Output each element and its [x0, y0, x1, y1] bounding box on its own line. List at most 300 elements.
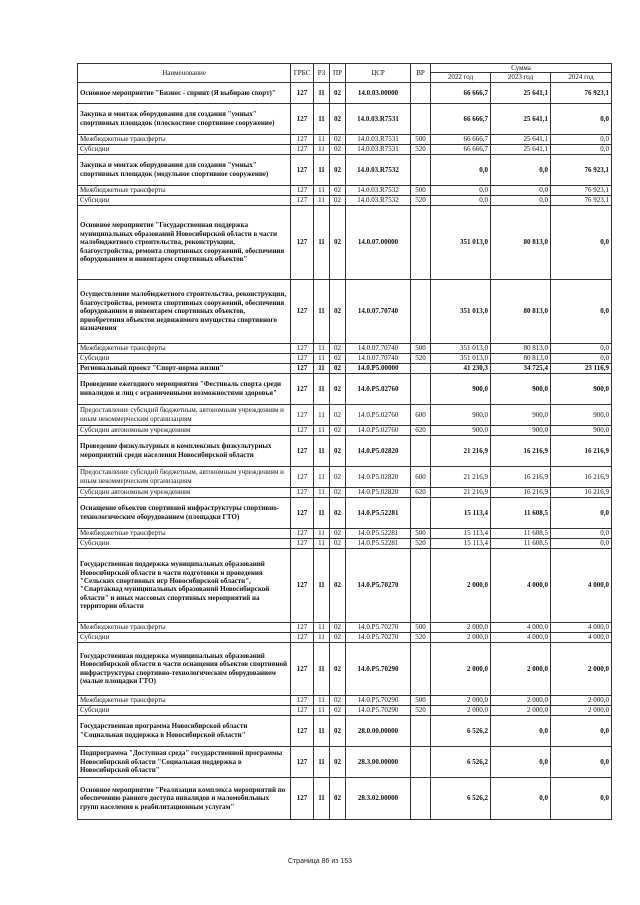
row-pr: 02: [330, 715, 346, 746]
table-row: [78, 185, 612, 195]
row-pr: 02: [330, 632, 346, 642]
row-vr: [411, 82, 431, 103]
row-csr: 14.0.P5.70290: [346, 695, 411, 705]
table-row: [78, 705, 612, 715]
header-pr: ПР: [330, 64, 346, 83]
row-csr: 14.0.03.R7532: [346, 185, 411, 195]
row-sum-2024: 0,0: [551, 497, 612, 528]
row-grbs: 127: [291, 195, 314, 205]
row-grbs: 127: [291, 497, 314, 528]
row-sum-2024: 0,0: [551, 528, 612, 538]
row-sum-2023: 11 608,5: [491, 528, 551, 538]
row-vr: 520: [411, 353, 431, 363]
row-sum-2023: 25 641,1: [491, 103, 551, 134]
row-csr: 14.0.07.00000: [346, 205, 411, 279]
table-row: [78, 404, 612, 425]
row-grbs: 127: [291, 632, 314, 642]
row-pr: 02: [330, 185, 346, 195]
row-rz: 11: [314, 185, 330, 195]
header-rz: РЗ: [314, 64, 330, 83]
row-vr: [411, 746, 431, 777]
row-grbs: 127: [291, 622, 314, 632]
row-vr: 620: [411, 487, 431, 497]
row-rz: 11: [314, 632, 330, 642]
row-vr: 500: [411, 622, 431, 632]
row-csr: 14.0.P5.00000: [346, 363, 411, 373]
row-rz: 11: [314, 466, 330, 487]
row-rz: 11: [314, 82, 330, 103]
row-pr: 02: [330, 134, 346, 144]
row-rz: 11: [314, 528, 330, 538]
row-csr: 14.0.03.R7531: [346, 144, 411, 154]
row-rz: 11: [314, 353, 330, 363]
row-name: Межбюджетные трансферты: [78, 185, 291, 195]
row-grbs: 127: [291, 642, 314, 695]
row-sum-2023: 900,0: [491, 404, 551, 425]
row-pr: 02: [330, 548, 346, 622]
header-name: Наименование: [78, 64, 291, 83]
row-sum-2024: 0,0: [551, 538, 612, 548]
row-sum-2024: 2 000,0: [551, 642, 612, 695]
row-rz: 11: [314, 538, 330, 548]
row-grbs: 127: [291, 343, 314, 353]
row-sum-2022: 2 000,0: [431, 548, 491, 622]
row-sum-2024: 0,0: [551, 715, 612, 746]
row-sum-2023: 0,0: [491, 777, 551, 819]
row-sum-2023: 16 216,9: [491, 466, 551, 487]
row-csr: 14.0.03.00000: [346, 82, 411, 103]
row-csr: 14.0.03.R7532: [346, 195, 411, 205]
row-rz: 11: [314, 279, 330, 343]
row-sum-2022: 21 216,9: [431, 435, 491, 466]
row-vr: [411, 363, 431, 373]
row-vr: [411, 154, 431, 185]
row-grbs: 127: [291, 205, 314, 279]
row-name: Основное мероприятие "Государственная поддержка муниципальных образований Новосибирской области в части малобюджетного строительства, реконструкции, благоустройства, ремонта спортивных сооружений, обеспечения оборудованием и инвентарем спортивных объектов": [78, 205, 291, 279]
row-rz: 11: [314, 746, 330, 777]
header-year-2023: 2023 год: [491, 73, 551, 82]
row-sum-2023: 25 641,1: [491, 144, 551, 154]
row-sum-2023: 4 000,0: [491, 622, 551, 632]
row-name: Субсидии: [78, 144, 291, 154]
row-sum-2024: 0,0: [551, 746, 612, 777]
table-row: [78, 695, 612, 705]
row-grbs: 127: [291, 279, 314, 343]
row-sum-2023: 0,0: [491, 715, 551, 746]
row-grbs: 127: [291, 777, 314, 819]
row-sum-2024: 4 000,0: [551, 622, 612, 632]
row-sum-2024: 2 000,0: [551, 705, 612, 715]
table-row: [78, 425, 612, 435]
row-rz: 11: [314, 404, 330, 425]
row-rz: 11: [314, 195, 330, 205]
table-row: [78, 82, 612, 103]
row-sum-2023: 2 000,0: [491, 705, 551, 715]
row-rz: 11: [314, 487, 330, 497]
row-rz: 11: [314, 642, 330, 695]
row-vr: [411, 373, 431, 404]
row-grbs: 127: [291, 353, 314, 363]
table-row: [78, 435, 612, 466]
row-csr: 14.0.P5.02760: [346, 425, 411, 435]
row-vr: [411, 777, 431, 819]
table-row: [78, 343, 612, 353]
row-grbs: 127: [291, 373, 314, 404]
table-row: [78, 205, 612, 279]
table-body: [78, 82, 612, 819]
row-sum-2022: 66 666,7: [431, 134, 491, 144]
table-row: [78, 279, 612, 343]
row-name: Межбюджетные трансферты: [78, 134, 291, 144]
row-grbs: 127: [291, 425, 314, 435]
row-csr: 14.0.P5.70290: [346, 642, 411, 695]
row-grbs: 127: [291, 548, 314, 622]
row-sum-2022: 351 013,0: [431, 353, 491, 363]
row-pr: 02: [330, 103, 346, 134]
row-sum-2022: 6 526,2: [431, 715, 491, 746]
row-rz: 11: [314, 777, 330, 819]
row-sum-2023: 900,0: [491, 373, 551, 404]
table-row: [78, 777, 612, 819]
row-sum-2024: 16 216,9: [551, 487, 612, 497]
row-pr: 02: [330, 353, 346, 363]
row-pr: 02: [330, 622, 346, 632]
row-grbs: 127: [291, 103, 314, 134]
row-rz: 11: [314, 622, 330, 632]
row-sum-2023: 2 000,0: [491, 642, 551, 695]
row-sum-2023: 900,0: [491, 425, 551, 435]
row-name: Основное мероприятие "Реализация комплекса мероприятий по обеспечению равного доступа инвалидов и маломобильных групп населения к реабилитационным услугам": [78, 777, 291, 819]
row-sum-2022: 351 013,0: [431, 205, 491, 279]
row-rz: 11: [314, 134, 330, 144]
row-csr: 28.3.02.00000: [346, 777, 411, 819]
row-vr: [411, 497, 431, 528]
row-csr: 14.0.03.R7531: [346, 103, 411, 134]
row-sum-2024: 76 923,1: [551, 185, 612, 195]
row-rz: 11: [314, 425, 330, 435]
row-pr: 02: [330, 642, 346, 695]
row-name: Межбюджетные трансферты: [78, 695, 291, 705]
row-csr: 14.0.P5.52281: [346, 528, 411, 538]
row-csr: 14.0.P5.02760: [346, 404, 411, 425]
row-sum-2023: 80 813,0: [491, 205, 551, 279]
row-sum-2023: 16 216,9: [491, 435, 551, 466]
row-sum-2024: 0,0: [551, 205, 612, 279]
row-grbs: 127: [291, 435, 314, 466]
row-sum-2024: 76 923,1: [551, 154, 612, 185]
row-sum-2022: 41 230,3: [431, 363, 491, 373]
row-pr: 02: [330, 195, 346, 205]
row-pr: 02: [330, 82, 346, 103]
row-vr: 500: [411, 134, 431, 144]
row-rz: 11: [314, 497, 330, 528]
row-sum-2024: 2 000,0: [551, 695, 612, 705]
row-sum-2024: 0,0: [551, 134, 612, 144]
row-csr: 28.0.00.00000: [346, 715, 411, 746]
row-sum-2023: 0,0: [491, 746, 551, 777]
row-rz: 11: [314, 705, 330, 715]
row-pr: 02: [330, 777, 346, 819]
row-pr: 02: [330, 528, 346, 538]
row-grbs: 127: [291, 538, 314, 548]
row-vr: 500: [411, 695, 431, 705]
row-sum-2022: 351 013,0: [431, 343, 491, 353]
row-sum-2022: 66 666,7: [431, 82, 491, 103]
table-row: [78, 632, 612, 642]
table-row: [78, 746, 612, 777]
row-vr: 500: [411, 343, 431, 353]
header-row-top: [78, 64, 612, 73]
header-vr: ВР: [411, 64, 431, 83]
row-sum-2023: 4 000,0: [491, 548, 551, 622]
row-name: Государственная поддержка муниципальных образований Новосибирской области в части подготовки и проведения "Сельских спортивных игр Новосибирской области", "Спартакиад муниципальных образований Новосибирской области" и иных массовых спортивных мероприятий на территории области: [78, 548, 291, 622]
row-sum-2023: 16 216,9: [491, 487, 551, 497]
row-sum-2022: 900,0: [431, 404, 491, 425]
row-sum-2023: 80 813,0: [491, 279, 551, 343]
table-row: [78, 497, 612, 528]
row-csr: 14.0.P5.02820: [346, 487, 411, 497]
row-sum-2023: 80 813,0: [491, 353, 551, 363]
table-row: [78, 622, 612, 632]
table-row: [78, 103, 612, 134]
table-row: [78, 715, 612, 746]
row-grbs: 127: [291, 695, 314, 705]
row-csr: 14.0.P5.70290: [346, 705, 411, 715]
row-rz: 11: [314, 144, 330, 154]
row-vr: 520: [411, 195, 431, 205]
row-vr: 520: [411, 538, 431, 548]
row-grbs: 127: [291, 746, 314, 777]
row-pr: 02: [330, 373, 346, 404]
row-name: Основное мероприятие "Бизнес - спринт (Я выбираю спорт)": [78, 82, 291, 103]
row-sum-2022: 66 666,7: [431, 103, 491, 134]
row-csr: 14.0.P5.02760: [346, 373, 411, 404]
row-pr: 02: [330, 343, 346, 353]
table-row: [78, 373, 612, 404]
row-sum-2022: 0,0: [431, 185, 491, 195]
row-name: Субсидии: [78, 353, 291, 363]
row-sum-2022: 0,0: [431, 154, 491, 185]
header-grbs: ГРБС: [291, 64, 314, 83]
row-name: Государственная поддержка муниципальных образований Новосибирской области в части оснащения объектов спортивной инфраструктуры спортивно-технологическим оборудованием (малые площадки ГТО): [78, 642, 291, 695]
row-sum-2024: 900,0: [551, 425, 612, 435]
row-pr: 02: [330, 695, 346, 705]
row-vr: 520: [411, 632, 431, 642]
row-vr: [411, 279, 431, 343]
row-grbs: 127: [291, 82, 314, 103]
table-row: [78, 548, 612, 622]
row-rz: 11: [314, 343, 330, 353]
table-row: [78, 642, 612, 695]
row-vr: [411, 435, 431, 466]
row-grbs: 127: [291, 154, 314, 185]
table-row: [78, 134, 612, 144]
row-sum-2022: 15 113,4: [431, 528, 491, 538]
row-sum-2022: 66 666,7: [431, 144, 491, 154]
row-pr: 02: [330, 746, 346, 777]
row-name: Субсидии: [78, 538, 291, 548]
row-grbs: 127: [291, 404, 314, 425]
row-sum-2024: 4 000,0: [551, 548, 612, 622]
row-sum-2022: 15 113,4: [431, 538, 491, 548]
row-vr: [411, 715, 431, 746]
table-row: [78, 487, 612, 497]
row-sum-2024: 900,0: [551, 373, 612, 404]
row-name: Закупка и монтаж оборудования для создания "умных" спортивных площадок (плоскостное спортивное сооружение): [78, 103, 291, 134]
header-csr: ЦСР: [346, 64, 411, 83]
table-row: [78, 353, 612, 363]
row-sum-2023: 25 641,1: [491, 134, 551, 144]
row-sum-2022: 6 526,2: [431, 777, 491, 819]
row-rz: 11: [314, 363, 330, 373]
row-csr: 14.0.P5.02820: [346, 466, 411, 487]
row-name: Субсидии: [78, 195, 291, 205]
row-name: Оснащение объектов спортивной инфраструктуры спортивно-технологическим оборудованием (площадки ГТО): [78, 497, 291, 528]
row-sum-2022: 6 526,2: [431, 746, 491, 777]
row-rz: 11: [314, 154, 330, 185]
row-csr: 14.0.03.R7531: [346, 134, 411, 144]
page-number: Страница 86 из 153: [287, 858, 353, 865]
row-sum-2023: 0,0: [491, 195, 551, 205]
row-sum-2022: 2 000,0: [431, 622, 491, 632]
row-vr: 600: [411, 466, 431, 487]
row-sum-2022: 2 000,0: [431, 642, 491, 695]
row-name: Межбюджетные трансферты: [78, 622, 291, 632]
row-sum-2022: 2 000,0: [431, 705, 491, 715]
header-year-2024: 2024 год: [551, 73, 612, 82]
row-sum-2022: 21 216,9: [431, 487, 491, 497]
row-rz: 11: [314, 205, 330, 279]
row-sum-2022: 2 000,0: [431, 632, 491, 642]
row-grbs: 127: [291, 466, 314, 487]
row-sum-2022: 351 013,0: [431, 279, 491, 343]
table-row: [78, 154, 612, 185]
row-pr: 02: [330, 497, 346, 528]
row-pr: 02: [330, 466, 346, 487]
table-row: [78, 363, 612, 373]
row-sum-2024: 0,0: [551, 144, 612, 154]
row-csr: 14.0.07.70740: [346, 279, 411, 343]
row-vr: 520: [411, 144, 431, 154]
row-sum-2024: 23 116,9: [551, 363, 612, 373]
row-sum-2023: 80 813,0: [491, 343, 551, 353]
row-sum-2023: 2 000,0: [491, 695, 551, 705]
row-sum-2024: 0,0: [551, 103, 612, 134]
row-csr: 14.0.P5.02820: [346, 435, 411, 466]
row-name: Субсидии автономным учреждениям: [78, 425, 291, 435]
row-sum-2024: 76 923,1: [551, 82, 612, 103]
row-grbs: 127: [291, 528, 314, 538]
row-sum-2024: 4 000,0: [551, 632, 612, 642]
row-vr: [411, 642, 431, 695]
row-pr: 02: [330, 279, 346, 343]
row-sum-2024: 0,0: [551, 343, 612, 353]
row-sum-2023: 25 641,1: [491, 82, 551, 103]
row-grbs: 127: [291, 363, 314, 373]
row-name: Межбюджетные трансферты: [78, 343, 291, 353]
header-sum: Сумма: [431, 64, 612, 73]
row-rz: 11: [314, 435, 330, 466]
header-year-2022: 2022 год: [431, 73, 491, 82]
row-csr: 14.0.07.70740: [346, 343, 411, 353]
row-rz: 11: [314, 373, 330, 404]
row-name: Проведение ежегодного мероприятия "Фестиваль спорта среди инвалидов и лиц с ограниченными возможностями здоровья": [78, 373, 291, 404]
row-sum-2024: 0,0: [551, 353, 612, 363]
row-name: Субсидии: [78, 632, 291, 642]
row-name: Предоставление субсидий бюджетным, автономным учреждениям и иным некоммерческим организациям: [78, 466, 291, 487]
row-vr: [411, 103, 431, 134]
row-vr: 620: [411, 425, 431, 435]
row-grbs: 127: [291, 134, 314, 144]
row-sum-2023: 4 000,0: [491, 632, 551, 642]
row-grbs: 127: [291, 144, 314, 154]
row-pr: 02: [330, 487, 346, 497]
row-sum-2023: 11 608,5: [491, 497, 551, 528]
row-sum-2023: 0,0: [491, 185, 551, 195]
row-pr: 02: [330, 538, 346, 548]
row-pr: 02: [330, 435, 346, 466]
row-vr: 500: [411, 528, 431, 538]
row-csr: 14.0.P5.70270: [346, 632, 411, 642]
row-sum-2022: 2 000,0: [431, 695, 491, 705]
row-pr: 02: [330, 404, 346, 425]
row-sum-2022: 0,0: [431, 195, 491, 205]
row-csr: 14.0.07.70740: [346, 353, 411, 363]
row-vr: 600: [411, 404, 431, 425]
row-pr: 02: [330, 154, 346, 185]
table-row: [78, 528, 612, 538]
row-grbs: 127: [291, 185, 314, 195]
row-name: Предоставление субсидий бюджетным, автономным учреждениям и иным некоммерческим организациям: [78, 404, 291, 425]
table-row: [78, 195, 612, 205]
row-vr: [411, 548, 431, 622]
row-pr: 02: [330, 363, 346, 373]
row-sum-2022: 900,0: [431, 373, 491, 404]
row-sum-2024: 16 216,9: [551, 435, 612, 466]
row-name: Субсидии автономным учреждениям: [78, 487, 291, 497]
row-name: Государственная программа Новосибирской области "Социальная поддержка в Новосибирской области": [78, 715, 291, 746]
row-sum-2022: 21 216,9: [431, 466, 491, 487]
row-sum-2022: 900,0: [431, 425, 491, 435]
row-vr: [411, 205, 431, 279]
row-sum-2024: 0,0: [551, 279, 612, 343]
row-grbs: 127: [291, 705, 314, 715]
row-vr: 520: [411, 705, 431, 715]
row-csr: 14.0.03.R7532: [346, 154, 411, 185]
row-sum-2024: 76 923,1: [551, 195, 612, 205]
row-rz: 11: [314, 103, 330, 134]
table-row: [78, 144, 612, 154]
row-vr: 500: [411, 185, 431, 195]
table-row: [78, 466, 612, 487]
row-sum-2023: 0,0: [491, 154, 551, 185]
row-name: Закупка и монтаж оборудования для создания "умных" спортивных площадок (модульное спортивное сооружение): [78, 154, 291, 185]
row-rz: 11: [314, 715, 330, 746]
row-csr: 28.3.00.00000: [346, 746, 411, 777]
row-sum-2023: 11 608,5: [491, 538, 551, 548]
row-name: Субсидии: [78, 705, 291, 715]
row-name: Подпрограмма "Доступная среда" государственной программы Новосибирской области "Социальная поддержка в Новосибирской области": [78, 746, 291, 777]
budget-table: [77, 63, 612, 820]
row-sum-2024: 16 216,9: [551, 466, 612, 487]
row-pr: 02: [330, 144, 346, 154]
row-name: Осуществление малобюджетного строительства, реконструкции, благоустройства, ремонта спортивных сооружений, обеспечения оборудованием и инвентарем спортивных объектов, приобретения объектов недвижимого имущества спортивного назначения: [78, 279, 291, 343]
table-row: [78, 538, 612, 548]
row-name: Межбюджетные трансферты: [78, 528, 291, 538]
row-pr: 02: [330, 205, 346, 279]
row-rz: 11: [314, 695, 330, 705]
row-csr: 14.0.P5.70270: [346, 622, 411, 632]
